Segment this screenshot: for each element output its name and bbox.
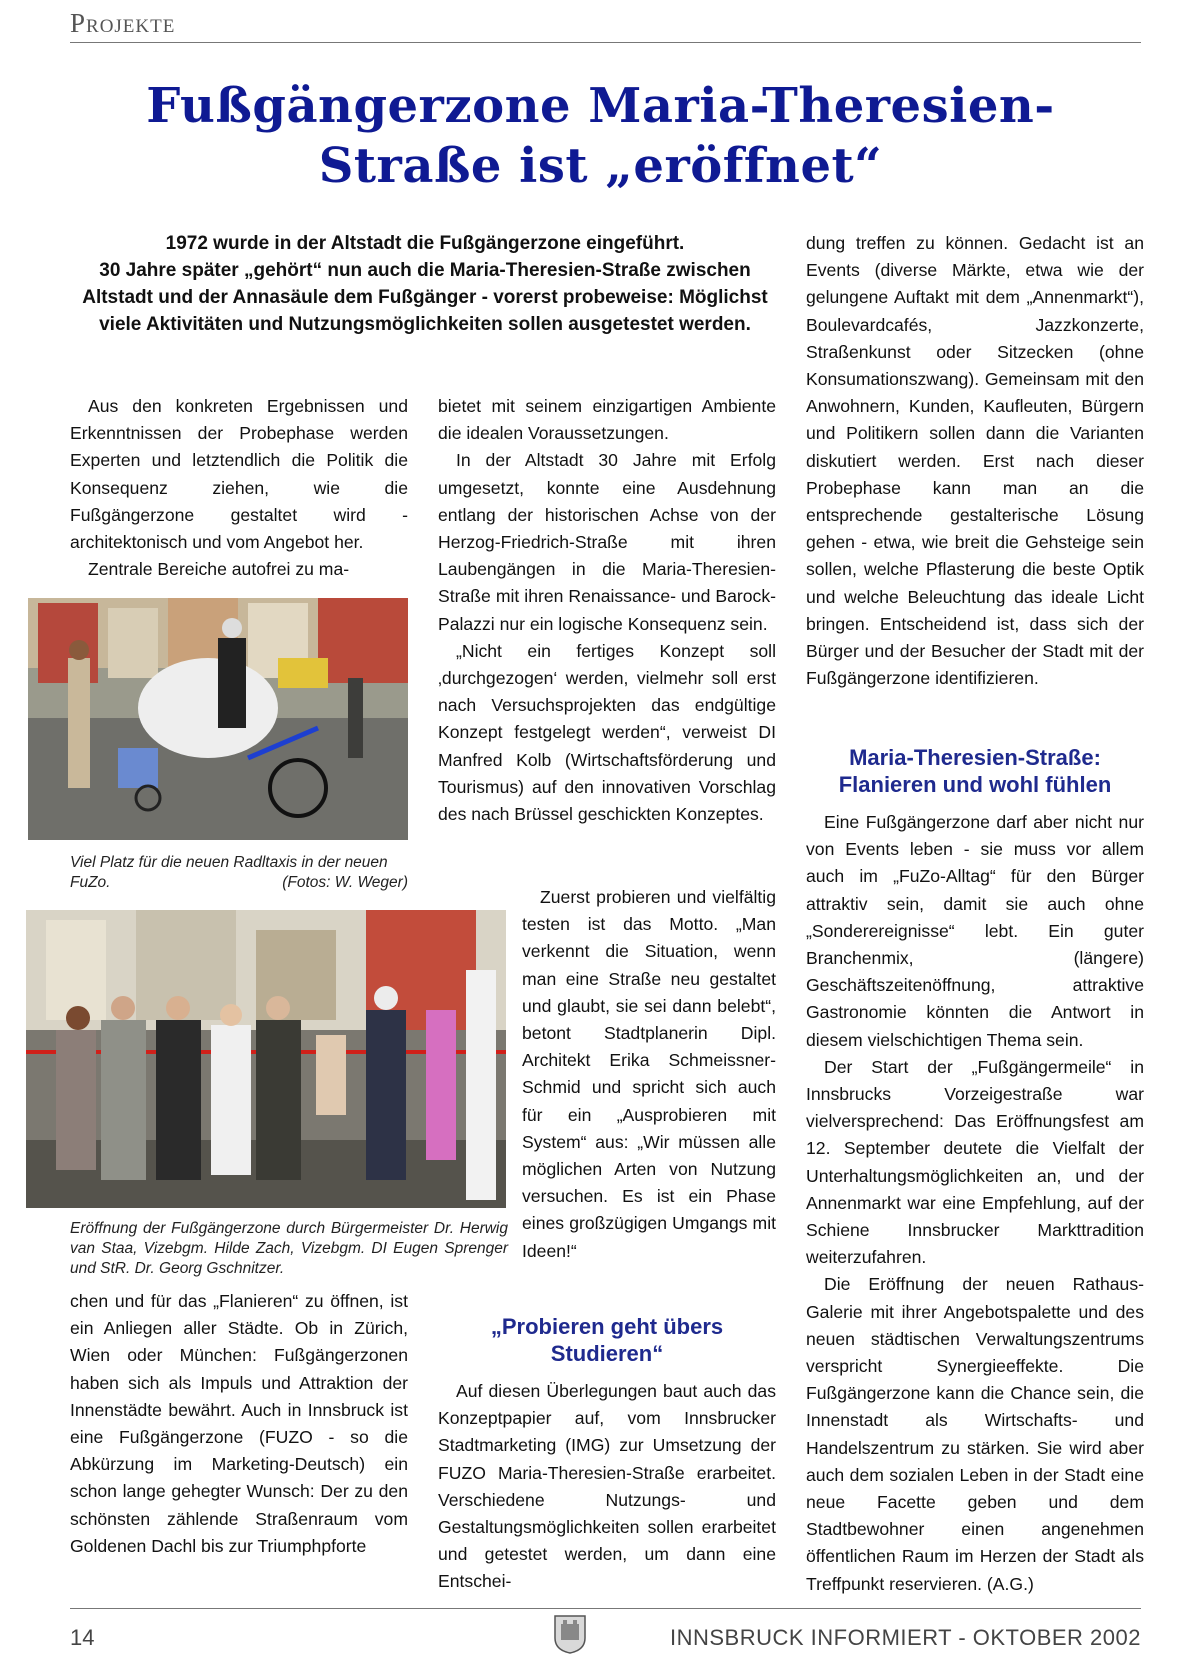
paragraph: Auf diesen Überlegungen baut auch das Konzeptpapier auf, vom Innsbrucker Stadtmarketing (IMG) zur Umsetzung der FUZO Maria-Theresien-Straße erarbeitet. Verschiedene Nutzungs- und Gestaltungsmöglichkeiten sollen erarbeitet und getestet werden, um dann eine Entschei- [438, 1381, 776, 1592]
city-emblem-icon [553, 1614, 587, 1654]
paragraph: Der Start der „Fußgängermeile“ in Innsbrucks Vorzeigestraße war vielversprechend: Das Eröffnungsfest am 12. September deutete die Vielfalt der Unterhaltungsmöglichkeiten an, und der Annenmarkt war eine Empfehlung, auf der Schiene Innsbrucker Markttradition weiterzufahren. [806, 1056, 1144, 1268]
paragraph: Aus den konkreten Ergebnissen und Erkenntnissen der Probephase werden Experten und letztendlich die Politik die Konsequenz ziehen, wie die Fußgängerzone gestaltet wird - architektonisch und vom Angebot her. [70, 396, 408, 553]
paragraph: „Nicht ein fertiges Konzept soll ‚durchgezogen‘ werden, vielmehr soll erst nach Versuchsprojekten das endgültige Konzept festgelegt werden“, verweist DI Manfred Kolb (Wirtschaftsförderung und Tourismus) auf den innovativen Vorschlag des nach Brüssel geschickten Konzeptes. [438, 640, 776, 825]
column-2-bottom [438, 1378, 776, 1596]
paragraph: chen und für das „Flanieren“ zu öffnen, ist ein Anliegen aller Städte. Ob in Zürich, Wien oder München: Fußgängerzonen haben sich als Impuls und Attraktion der Innenstädte bewährt. Auch in Innsbruck ist eine Fußgängerzone (FUZO - so die Abkürzung im Marketing-Deutsch) ein schon lange gehegter Wunsch: Der zu den schönsten zählende Straßenraum vom Goldenen Dachl bis zur Triumphpforte [70, 1291, 408, 1556]
photo-radltaxis [28, 598, 408, 840]
paragraph: Eine Fußgängerzone darf aber nicht nur von Events leben - sie muss vor allem auch im „FuZo-Alltag“ für den Bürger attraktiv sein, damit sie auch ohne „Sonderereignisse“ lebt. Ein guter Branchenmix, (längere) Geschäftszeitenöffnung, attraktive Gastronomie könnten die Antwort in diesem vielschichtigen Thema sein. [806, 812, 1144, 1050]
paragraph: In der Altstadt 30 Jahre mit Erfolg umgesetzt, konnte eine Ausdehnung entlang der historischen Achse von der Herzog-Friedrich-Straße mit ihren Laubengängen in die Maria-Theresien-Straße mit ihren Renaissance- und Barock-Palazzi nur ein logische Konsequenz sein. [438, 450, 776, 634]
column-2-middle [522, 884, 776, 1265]
subheading-maria-theresien: Maria-Theresien-Straße: Flanieren und wohl fühlen [838, 745, 1112, 797]
photo-credit: (Fotos: W. Weger) [282, 874, 408, 891]
photo-caption: Eröffnung der Fußgängerzone durch Bürgermeister Dr. Herwig van Staa, Vizebgm. Hilde Zach, Vizebgm. DI Eugen Sprenger und StR. Dr. Georg Gschnitzer. [70, 1220, 508, 1277]
column-2-top [438, 393, 776, 828]
top-divider [70, 42, 1141, 43]
lead-paragraph: 1972 wurde in der Altstadt die Fußgängerzone eingeführt. 30 Jahre später „gehört“ nun auch die Maria-Theresien-Straße zwischen Altstadt und der Annasäule dem Fußgänger - vorerst probeweise: Möglichst viele Aktivitäten und Nutzungsmöglichkeiten sollen ausgetestet werden. [82, 233, 768, 335]
paragraph: Die Eröffnung der neuen Rathaus-Galerie mit ihrer Angebotspalette und des neuen städtischen Verwaltungszentrums verspricht Synergieeffekte. Die Fußgängerzone kann die Chance sein, die Innenstadt als Wirtschafts- und Handelszentrum zu stärken. Sie wird aber auch dem sozialen Leben in der Stadt eine neue Facette geben und dem Stadtbewohner einen angenehmen öffentlichen Raum im Herzen der Stadt als Treffpunkt reservieren. (A.G.) [806, 1274, 1144, 1594]
paragraph: bietet mit seinem einzigartigen Ambiente die idealen Voraussetzungen. [438, 396, 776, 444]
photo-caption [70, 853, 408, 893]
column-3-bottom [806, 809, 1144, 1598]
bottom-divider [70, 1608, 1141, 1609]
column-1-top [70, 393, 408, 583]
paragraph: dung treffen zu können. Gedacht ist an Events (diverse Märkte, etwa wie der gelungene Auftakt mit dem „Annenmarkt“), Boulevardcafés, Jazzkonzerte, Straßenkunst oder Sitzecken (ohne Konsumationszwang). Gemeinsam mit den Anwohnern, Kunden, Kaufleuten, Bürgern und Politikern sollen dann die Varianten diskutiert werden. Erst nach dieser Probephase kann man an die entsprechende gestalterische Lösung gehen - etwa, wie breit die Gehsteige sein sollen, welche Pflasterung die beste Optik und welche Beleuchtung das ideale Licht bringen. Entscheidend ist, dass sich der Bürger und der Besucher der Stadt mit der Fußgängerzone identifizieren. [806, 233, 1144, 689]
column-3-top [806, 230, 1144, 692]
column-1-bottom [70, 1288, 408, 1560]
paragraph: Zentrale Bereiche autofrei zu ma- [88, 559, 350, 580]
paragraph: Zuerst probieren und vielfältig testen ist das Motto. „Man verkennt die Situation, wenn man eine Straße neu gestaltet und glaubt, sie sei dann belebt“, betont Stadtplanerin Dipl. Architekt Erika Schmeissner-Schmid und spricht sich auch für ein „Ausprobieren mit System“ aus: „Wir müssen alle möglichen Arten von Nutzung versuchen. Es ist ein Phase eines großzügigen Umgangs mit Ideen!“ [522, 887, 776, 1261]
caption-text: Viel Platz für die neuen Radltaxis in der neuen FuZo. [70, 854, 388, 891]
photo-opening-ceremony [26, 910, 506, 1208]
subheading-probieren: „Probieren geht übers Studieren“ [490, 1314, 724, 1366]
article-title: Fußgängerzone Maria-Theresien-Straße ist „eröffnet“ [146, 78, 1055, 194]
section-heading: Projekte [70, 8, 176, 38]
publication-footer: INNSBRUCK INFORMIERT - OKTOBER 2002 [669, 1625, 1141, 1650]
page-number: 14 [70, 1625, 95, 1650]
